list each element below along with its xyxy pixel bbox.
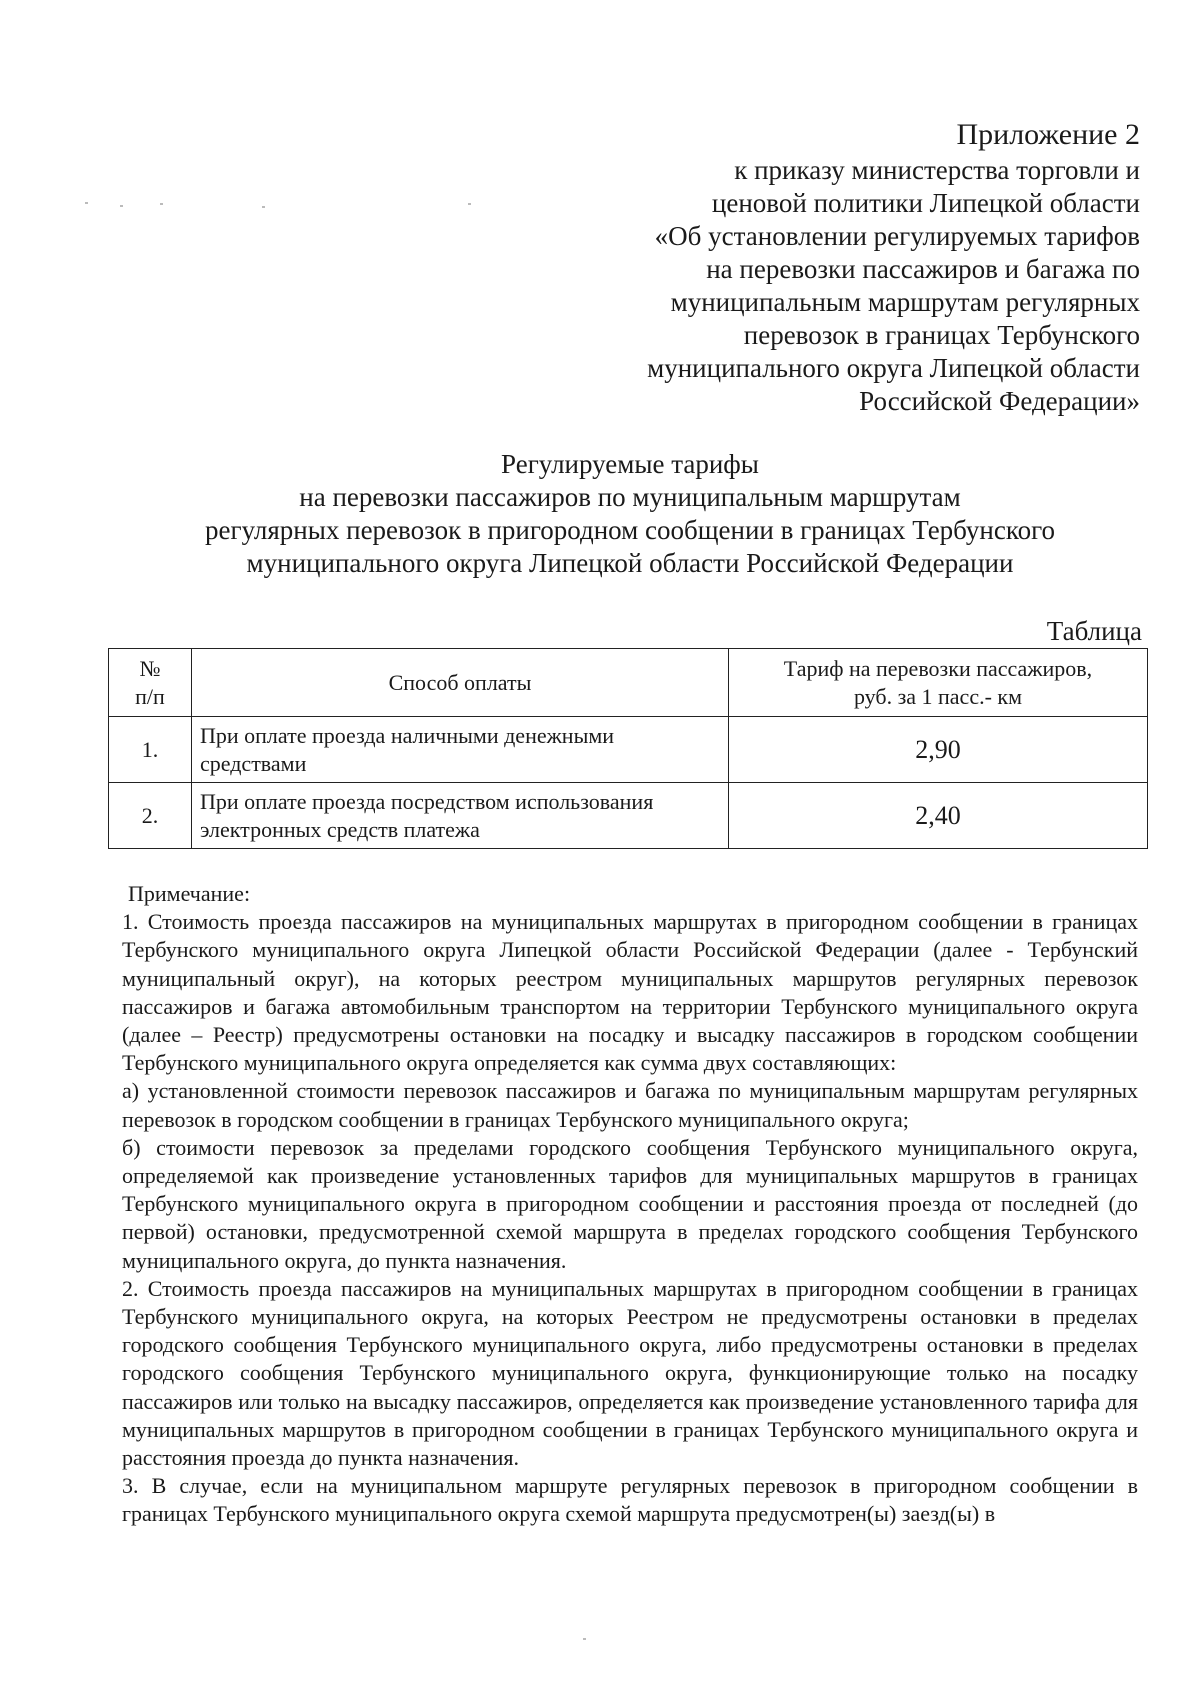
header-tariff (729, 649, 1148, 717)
appendix-block (520, 116, 1140, 418)
appendix-line: на перевозки пассажиров и багажа по (706, 254, 1140, 284)
table-row (109, 717, 1148, 783)
appendix-line: к приказу министерства торговли и (734, 155, 1140, 185)
row-method: При оплате проезда посредством использования электронных средств платежа (192, 783, 729, 849)
header-method: Способ оплаты (192, 649, 729, 717)
title-line: муниципального округа Липецкой области Российской Федерации (246, 548, 1014, 578)
table-caption: Таблица (1046, 616, 1142, 646)
table-row (109, 783, 1148, 849)
row-tariff: 2,40 (729, 783, 1148, 849)
scan-speck (583, 1638, 586, 1640)
header-tariff-line: руб. за 1 пасс.- км (853, 683, 1023, 709)
appendix-line: перевозок в границах Тербунского (743, 320, 1140, 350)
appendix-line: муниципальным маршрутам регулярных (670, 287, 1140, 317)
row-tariff: 2,90 (729, 717, 1148, 783)
row-num: 2. (109, 783, 192, 849)
note-paragraph: 2. Стоимость проезда пассажиров на муниципальных маршрутах в пригородном сообщении в границах Тербунского муниципального округа, на которых Реестром не предусмотрены остановки в пределах городского сообщения Тербунского муниципального округа, либо предусмотрены остановки в пределах городского сообщения Тербунского муниципального округа, функционирующие только на посадку пассажиров или только на высадку пассажиров, определяется как произведение установленного тарифа для муниципальных маршрутов в пригородном сообщении в границах Тербунского муниципального округа и расстояния проезда до пункта назначения. (122, 1275, 1138, 1471)
table-header-row (109, 649, 1148, 717)
appendix-line: ценовой политики Липецкой области (711, 188, 1140, 218)
header-num (109, 649, 192, 717)
appendix-title: Приложение 2 (956, 118, 1140, 151)
header-num-line: п/п (135, 683, 165, 709)
appendix-line: Российской Федерации» (859, 386, 1140, 416)
title-line: на перевозки пассажиров по муниципальным маршрутам (299, 482, 961, 512)
row-num: 1. (109, 717, 192, 783)
title-line: Регулируемые тарифы (501, 449, 759, 479)
note-paragraph: 3. В случае, если на муниципальном маршруте регулярных перевозок в пригородном сообщении в границах Тербунского муниципального округа схемой маршрута предусмотрен(ы) заезд(ы) в (122, 1473, 1138, 1527)
tariffs-table (108, 648, 1148, 849)
note-paragraph: б) стоимости перевозок за пределами городского сообщения Тербунского муниципального округа, определяемой как произведение установленных тарифов для муниципальных маршрутов в границах Тербунского муниципального округа в пригородном сообщении и расстояния проезда от последней (до первой) остановки, предусмотренной схемой маршрута в пределах городского сообщения Тербунского муниципального округа, до пункта назначения. (122, 1134, 1138, 1273)
scan-speck (262, 206, 265, 208)
notes-heading: Примечание: (128, 881, 251, 906)
appendix-line: «Об установлении регулируемых тарифов (654, 221, 1140, 251)
scan-speck (85, 202, 88, 204)
header-tariff-line: Тариф на перевозки пассажиров, (783, 655, 1093, 681)
note-paragraph: а) установленной стоимости перевозок пассажиров и багажа по муниципальным маршрутам регулярных перевозок в городском сообщении в границах Тербунского муниципального округа; (122, 1078, 1138, 1132)
row-method: При оплате проезда наличными денежными средствами (192, 717, 729, 783)
document-title (90, 448, 1170, 580)
scan-speck (120, 205, 123, 207)
scan-speck (160, 203, 163, 205)
note-paragraph: 1. Стоимость проезда пассажиров на муниципальных маршрутах в пригородном сообщении в границах Тербунского муниципального округа Липецкой области Российской Федерации (далее - Тербунский муниципальный округ), на которых реестром муниципальных маршрутов регулярных перевозок пассажиров и багажа автомобильным транспортом на территории Тербунского муниципального округа (далее – Реестр) предусмотрены остановки на посадку и высадку пассажиров в городском сообщении Тербунского муниципального округа определяется как сумма двух составляющих: (122, 909, 1138, 1076)
title-line: регулярных перевозок в пригородном сообщении в границах Тербунского (205, 515, 1055, 545)
scan-speck (468, 203, 471, 205)
notes-block (122, 880, 1138, 1529)
appendix-line: муниципального округа Липецкой области (647, 353, 1140, 383)
header-num-line: № (139, 655, 161, 681)
